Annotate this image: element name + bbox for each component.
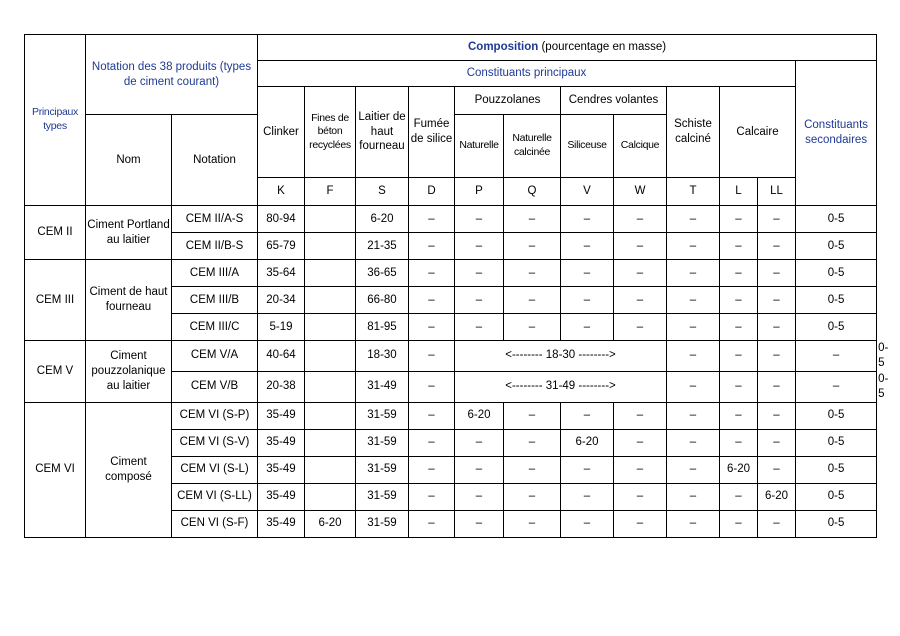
value-cell: – (614, 233, 667, 260)
header-fumee: Fumée de silice (409, 87, 455, 178)
value-cell: – (720, 314, 758, 341)
value-cell: 35-49 (258, 456, 305, 483)
value-cell: – (758, 206, 796, 233)
value-cell: – (667, 510, 720, 537)
value-cell (305, 371, 356, 402)
cement-type: CEM III (25, 260, 86, 341)
value-cell: – (720, 429, 758, 456)
value-cell: 31-59 (356, 510, 409, 537)
value-cell: 31-59 (356, 483, 409, 510)
secondary-cell: 0-5 (796, 456, 877, 483)
value-cell: – (667, 206, 720, 233)
value-cell: – (409, 287, 455, 314)
value-cell: – (667, 371, 720, 402)
code-p: P (455, 178, 504, 206)
value-cell: – (614, 314, 667, 341)
value-cell: – (409, 429, 455, 456)
header-principaux-types: Principaux types (25, 35, 86, 206)
value-cell: – (455, 206, 504, 233)
code-l: L (720, 178, 758, 206)
value-cell: 20-34 (258, 287, 305, 314)
notation-cell: CEM II/B-S (172, 233, 258, 260)
value-cell (305, 206, 356, 233)
value-cell: – (667, 483, 720, 510)
value-cell: – (614, 287, 667, 314)
notation-cell: CEM VI (S-P) (172, 402, 258, 429)
secondary-cell: 0-5 (796, 483, 877, 510)
value-cell: – (455, 287, 504, 314)
code-f: F (305, 178, 356, 206)
secondary-cell: 0-5 (796, 402, 877, 429)
value-cell: – (758, 402, 796, 429)
value-cell: – (667, 260, 720, 287)
cement-name: Ciment Portland au laitier (86, 206, 172, 260)
notation-cell: CEM III/C (172, 314, 258, 341)
value-cell: – (667, 341, 720, 372)
value-cell: 31-59 (356, 402, 409, 429)
value-cell: – (758, 510, 796, 537)
value-cell: – (614, 456, 667, 483)
value-cell: – (667, 233, 720, 260)
value-cell: 31-59 (356, 429, 409, 456)
span-range-cell: <-------- 31-49 --------> (455, 371, 667, 402)
value-cell: – (667, 287, 720, 314)
value-cell: 6-20 (758, 483, 796, 510)
table-row: CEM V/B 20-38 31-49 – <-------- 31-49 --------> – – – – 0-5 (25, 371, 877, 402)
value-cell: – (614, 402, 667, 429)
cement-name: Ciment de haut fourneau (86, 260, 172, 341)
header-naturelle: Naturelle (455, 115, 504, 178)
value-cell: – (720, 287, 758, 314)
value-cell: – (504, 314, 561, 341)
value-cell: – (409, 371, 455, 402)
value-cell: – (561, 233, 614, 260)
value-cell: 35-49 (258, 402, 305, 429)
value-cell: 65-79 (258, 233, 305, 260)
header-laitier: Laitier de haut fourneau (356, 87, 409, 178)
notation-cell: CEM VI (S-V) (172, 429, 258, 456)
value-cell: – (720, 510, 758, 537)
value-cell: – (455, 429, 504, 456)
header-calcaire: Calcaire (720, 87, 796, 178)
notation-cell: CEM VI (S-LL) (172, 483, 258, 510)
cement-type: CEM II (25, 206, 86, 260)
value-cell: – (720, 341, 758, 372)
notation-cell: CEN VI (S-F) (172, 510, 258, 537)
secondary-cell: 0-5 (796, 287, 877, 314)
value-cell: – (561, 402, 614, 429)
value-cell: – (720, 402, 758, 429)
value-cell: – (409, 483, 455, 510)
header-schiste: Schiste calciné (667, 87, 720, 178)
header-constituants-principaux: Constituants principaux (258, 61, 796, 87)
table-body (25, 206, 889, 538)
cement-name: Ciment composé (86, 402, 172, 537)
header-composition-rest: (pourcentage en masse) (538, 41, 667, 54)
value-cell: – (796, 341, 877, 372)
value-cell: – (796, 371, 877, 402)
value-cell: – (614, 429, 667, 456)
header-pouzzolanes: Pouzzolanes (455, 87, 561, 115)
value-cell: – (504, 233, 561, 260)
header-fines: Fines de béton recyclées (305, 87, 356, 178)
value-cell: – (614, 260, 667, 287)
header-calcique: Calcique (614, 115, 667, 178)
value-cell: 36-65 (356, 260, 409, 287)
cement-composition-table (24, 34, 889, 538)
value-cell: – (409, 402, 455, 429)
value-cell: – (504, 510, 561, 537)
value-cell (305, 456, 356, 483)
value-cell: 20-38 (258, 371, 305, 402)
notation-cell: CEM V/B (172, 371, 258, 402)
value-cell: – (504, 456, 561, 483)
value-cell: – (561, 314, 614, 341)
value-cell: – (561, 206, 614, 233)
value-cell: – (720, 483, 758, 510)
value-cell: – (614, 483, 667, 510)
value-cell: 81-95 (356, 314, 409, 341)
value-cell: – (455, 483, 504, 510)
value-cell: – (409, 314, 455, 341)
value-cell: – (504, 260, 561, 287)
value-cell: – (561, 483, 614, 510)
value-cell: – (455, 510, 504, 537)
value-cell: – (758, 341, 796, 372)
value-cell: – (614, 510, 667, 537)
value-cell: – (455, 260, 504, 287)
secondary-cell: 0-5 (796, 260, 877, 287)
value-cell: 35-49 (258, 483, 305, 510)
value-cell: – (720, 260, 758, 287)
value-cell: 6-20 (455, 402, 504, 429)
value-cell: – (504, 429, 561, 456)
value-cell: – (758, 456, 796, 483)
header-naturelle-calcinee: Naturelle calcinée (504, 115, 561, 178)
value-cell: – (561, 456, 614, 483)
code-q: Q (504, 178, 561, 206)
cement-type: CEM VI (25, 402, 86, 537)
value-cell: 35-64 (258, 260, 305, 287)
notation-cell: CEM III/A (172, 260, 258, 287)
header-constituants-secondaires: Constituants secondaires (796, 61, 877, 206)
value-cell: 6-20 (561, 429, 614, 456)
secondary-cell: 0-5 (796, 510, 877, 537)
value-cell: – (758, 260, 796, 287)
value-cell: – (758, 429, 796, 456)
header-notation: Notation (172, 115, 258, 206)
value-cell (305, 429, 356, 456)
header-clinker: Clinker (258, 87, 305, 178)
notation-cell: CEM VI (S-L) (172, 456, 258, 483)
value-cell: – (758, 371, 796, 402)
value-cell (305, 341, 356, 372)
value-cell: 66-80 (356, 287, 409, 314)
cement-type: CEM V (25, 341, 86, 403)
value-cell: – (614, 206, 667, 233)
value-cell: – (720, 206, 758, 233)
header-composition-bold: Composition (468, 41, 539, 54)
value-cell: – (720, 371, 758, 402)
header-nom: Nom (86, 115, 172, 206)
code-w: W (614, 178, 667, 206)
value-cell: 31-59 (356, 456, 409, 483)
secondary-cell: 0-5 (796, 314, 877, 341)
value-cell (305, 287, 356, 314)
notation-cell: CEM V/A (172, 341, 258, 372)
value-cell: – (720, 233, 758, 260)
value-cell: 5-19 (258, 314, 305, 341)
value-cell (305, 483, 356, 510)
value-cell: 18-30 (356, 341, 409, 372)
notation-cell: CEM II/A-S (172, 206, 258, 233)
value-cell: – (455, 456, 504, 483)
value-cell: – (409, 233, 455, 260)
secondary-cell: 0-5 (796, 233, 877, 260)
secondary-cell: 0-5 (796, 429, 877, 456)
value-cell (305, 402, 356, 429)
value-cell: – (667, 456, 720, 483)
code-ll: LL (758, 178, 796, 206)
value-cell: – (667, 402, 720, 429)
value-cell: – (409, 341, 455, 372)
value-cell (305, 233, 356, 260)
value-cell: – (504, 206, 561, 233)
value-cell: – (561, 260, 614, 287)
value-cell: 80-94 (258, 206, 305, 233)
value-cell: – (561, 510, 614, 537)
table-row (25, 402, 877, 429)
header-cendres: Cendres volantes (561, 87, 667, 115)
value-cell: – (758, 287, 796, 314)
header-siliceuse: Siliceuse (561, 115, 614, 178)
value-cell: 6-20 (305, 510, 356, 537)
code-t: T (667, 178, 720, 206)
value-cell: – (409, 456, 455, 483)
value-cell: – (667, 314, 720, 341)
value-cell (305, 314, 356, 341)
table-row (25, 206, 877, 233)
value-cell: – (409, 510, 455, 537)
code-d: D (409, 178, 455, 206)
table-row (25, 260, 877, 287)
value-cell: 6-20 (720, 456, 758, 483)
code-v: V (561, 178, 614, 206)
value-cell: – (409, 206, 455, 233)
cement-name: Ciment pouzzolanique au laitier (86, 341, 172, 403)
value-cell: – (667, 429, 720, 456)
code-s: S (356, 178, 409, 206)
value-cell: 31-49 (356, 371, 409, 402)
value-cell: 21-35 (356, 233, 409, 260)
value-cell: – (455, 314, 504, 341)
value-cell: – (455, 233, 504, 260)
value-cell: – (409, 260, 455, 287)
value-cell: – (758, 314, 796, 341)
value-cell: – (504, 287, 561, 314)
value-cell: – (561, 287, 614, 314)
notation-cell: CEM III/B (172, 287, 258, 314)
value-cell: 40-64 (258, 341, 305, 372)
value-cell: – (758, 233, 796, 260)
header-notation-title: Notation des 38 produits (types de ciment courant) (86, 35, 258, 115)
value-cell: 35-49 (258, 429, 305, 456)
value-cell (305, 260, 356, 287)
header-composition (258, 35, 877, 61)
span-range-cell: <-------- 18-30 --------> (455, 341, 667, 372)
value-cell: 6-20 (356, 206, 409, 233)
value-cell: – (504, 483, 561, 510)
value-cell: – (504, 402, 561, 429)
code-k: K (258, 178, 305, 206)
value-cell: 35-49 (258, 510, 305, 537)
secondary-cell: 0-5 (796, 206, 877, 233)
table-row: CEM V Ciment pouzzolanique au laitier CEM V/A 40-64 18-30 – <-------- 18-30 --------> – – – – 0-5 (25, 341, 877, 372)
